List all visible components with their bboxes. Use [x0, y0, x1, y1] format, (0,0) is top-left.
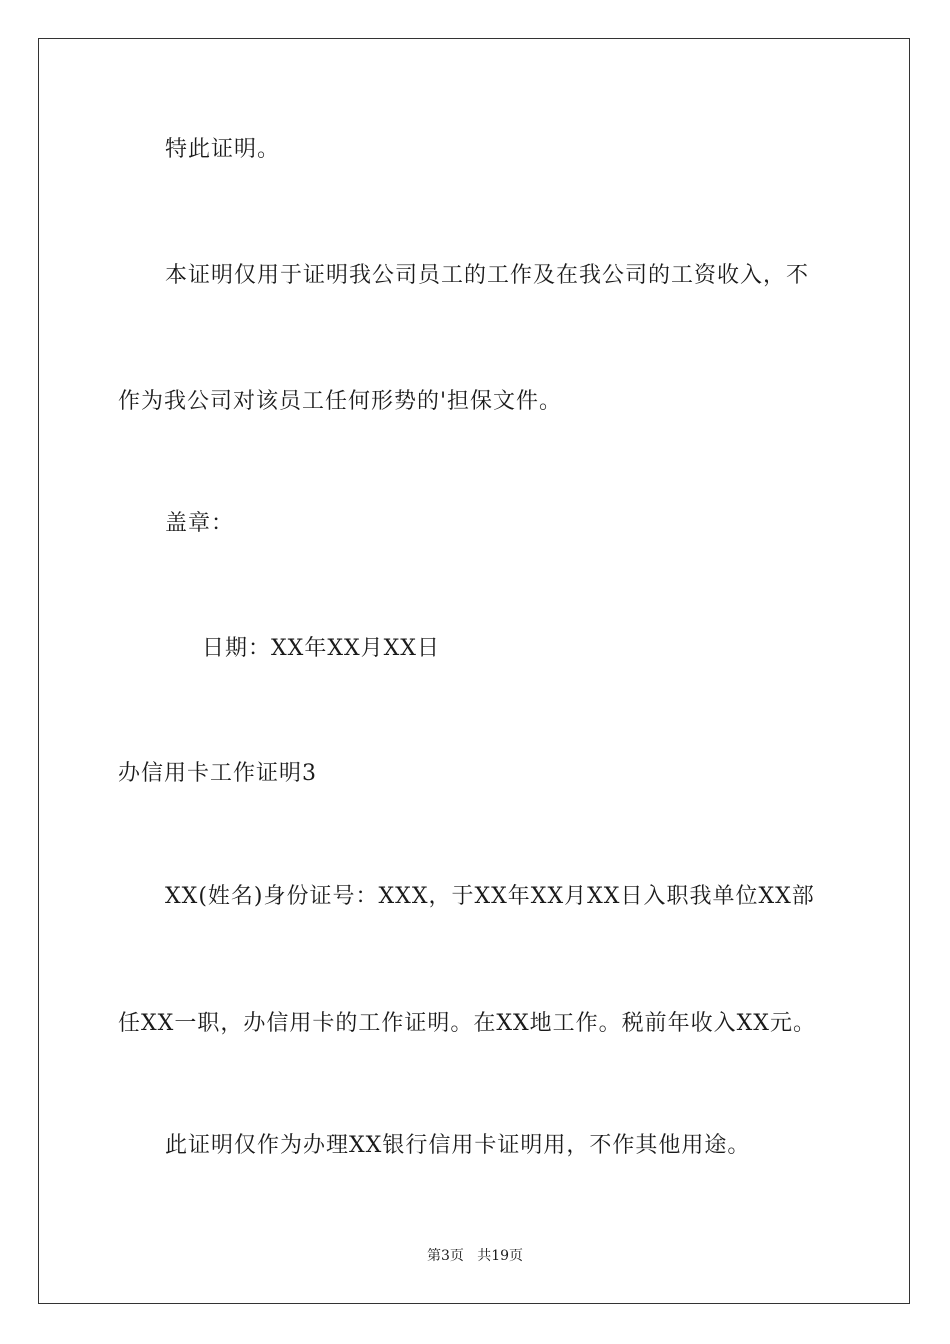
paragraph-employee-line1: XX(姓名)身份证号：XXX，于XX年XX月XX日入职我单位XX部 — [165, 884, 815, 909]
page-frame — [38, 38, 910, 1304]
paragraph-purpose-line1: 本证明仅用于证明我公司员工的工作及在我公司的工资收入，不 — [165, 263, 810, 288]
seal-label: 盖章： — [165, 511, 235, 536]
paragraph-conclusion: 特此证明。 — [165, 137, 281, 162]
paragraph-purpose-line2: 作为我公司对该员工任何形势的'担保文件。 — [118, 389, 563, 414]
page-number-footer: 第3页 共19页 — [426, 1248, 524, 1264]
section-heading: 办信用卡工作证明3 — [118, 761, 317, 786]
paragraph-usage: 此证明仅作为办理XX银行信用卡证明用，不作其他用途。 — [165, 1133, 751, 1158]
paragraph-employee-line2: 任XX一职，办信用卡的工作证明。在XX地工作。税前年收入XX元。 — [118, 1011, 816, 1036]
date-line: 日期：XX年XX月XX日 — [202, 636, 440, 661]
